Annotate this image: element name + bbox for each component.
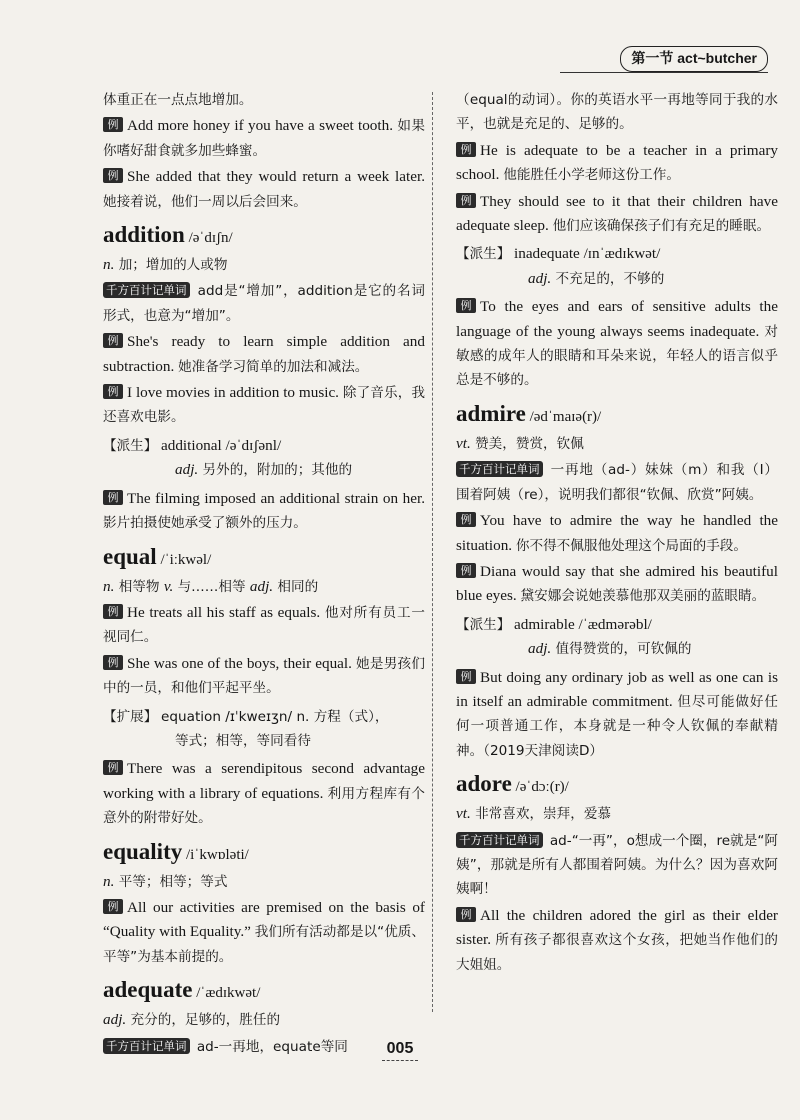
example <box>103 114 425 163</box>
part-of-speech: n. <box>103 872 115 890</box>
memory-tip <box>456 458 778 507</box>
memory-tag: 千方百计记单词 <box>103 1038 190 1054</box>
headword-adequate <box>103 975 425 1008</box>
derive-meaning: 不充足的，不够的 <box>551 270 665 287</box>
example-en: To the eyes and ears of sensitive adults the language of the young always seems inadequate. <box>456 298 778 340</box>
example-icon: 例 <box>103 168 123 183</box>
phonetic: /ˈædɪkwət/ <box>192 985 261 1002</box>
meaning: 加；增加的人或物 <box>114 257 228 274</box>
example-icon: 例 <box>103 655 123 670</box>
example <box>456 509 778 558</box>
part-of-speech: adj. <box>175 461 199 479</box>
example-icon: 例 <box>103 490 123 505</box>
headword-equal <box>103 542 425 575</box>
meaning: 与……相等 <box>173 578 250 595</box>
page-number-decoration <box>382 1060 418 1061</box>
example-icon: 例 <box>456 669 476 684</box>
example-en: Diana would say that she admired his beautiful blue eyes. <box>456 562 778 605</box>
example <box>103 381 425 430</box>
part-of-speech: n. <box>103 577 115 595</box>
example-icon: 例 <box>103 384 123 399</box>
memory-tip <box>456 829 778 902</box>
example-cn: 我们所有活动都是以“优质、平等”为基本前提的。 <box>103 924 426 965</box>
derivative <box>456 242 778 291</box>
definition <box>103 253 425 277</box>
meaning: 平等；相等；等式 <box>114 873 228 890</box>
derivative <box>456 613 778 662</box>
example <box>456 139 778 188</box>
example <box>103 757 425 830</box>
phonetic: /əˈdɔː(r)/ <box>511 779 569 796</box>
example-icon: 例 <box>456 298 476 313</box>
page-number: 005 <box>386 1040 414 1057</box>
memory-text: 一再地（ad-）妹妹（m）和我（I）围着阿姨（re），说明我们都很“钦佩、欣赏”阿姨。 <box>456 462 778 503</box>
headword: addition <box>103 222 185 248</box>
example-cn: 利用方程库有个意外的附带好处。 <box>103 785 425 827</box>
memory-tip <box>103 1035 425 1059</box>
definition <box>456 802 778 826</box>
memory-tag: 千方百计记单词 <box>456 832 543 848</box>
derive-label: 【派生】 <box>456 616 511 633</box>
derive-word: additional /əˈdɪʃənl/ <box>161 436 282 454</box>
example <box>456 904 778 977</box>
example-cn: 如果你嗜好甜食就多加些蜂蜜。 <box>103 118 426 159</box>
expand-text: equation /ɪˈkweɪʒn/ n. 方程（式）， <box>161 708 389 725</box>
part-of-speech: adj. <box>528 269 552 287</box>
example-cn: 她是男孩们中的一员，和他们平起平坐。 <box>103 655 426 697</box>
example <box>103 652 425 701</box>
definition <box>103 575 425 599</box>
example <box>456 295 778 393</box>
example <box>456 190 778 239</box>
memory-tag: 千方百计记单词 <box>456 461 543 477</box>
example-cn: 但尽可能做好任何一项普通工作，本身就是一种令人钦佩的奉献精神。（2019天津阅读D） <box>456 693 778 759</box>
example <box>103 487 425 536</box>
headword-addition <box>103 220 425 253</box>
part-of-speech: adj. <box>103 1011 127 1029</box>
example <box>103 165 425 214</box>
example-cn: 黛安娜会说她羡慕他那双美丽的蓝眼睛。 <box>520 588 766 605</box>
example-icon: 例 <box>456 512 476 527</box>
meaning: 非常喜欢，崇拜，爱慕 <box>470 806 612 823</box>
example-en: He is adequate to be a teacher in a primary school. <box>456 141 778 184</box>
example-en: All the children adored the girl as their elder sister. <box>456 906 778 949</box>
headword-admire <box>456 399 778 432</box>
headword-equality <box>103 837 425 870</box>
derive-label: 【派生】 <box>103 437 158 454</box>
example-cn: 她准备学习简单的加法和减法。 <box>178 358 369 375</box>
right-column <box>456 88 778 979</box>
part-of-speech: vt. <box>456 805 471 823</box>
example-en: But doing any ordinary job as well as one can is in itself an admirable commitment. <box>456 668 778 710</box>
example <box>103 896 425 969</box>
memory-text: add是“增加”，addition是它的名词形式，也意为“增加”。 <box>103 283 425 324</box>
example-icon: 例 <box>456 907 476 922</box>
headword: adore <box>456 771 512 797</box>
example-en: He treats all his staff as equals. <box>127 603 325 621</box>
headword: equality <box>103 838 183 864</box>
definition <box>103 1008 425 1032</box>
part-of-speech: v. <box>163 577 174 595</box>
example-icon: 例 <box>456 563 476 578</box>
meaning: 赞美，赞赏，钦佩 <box>470 435 584 452</box>
example-en: All our activities are premised on the basis of “Quality with Equality.” <box>103 898 425 941</box>
derive-word: inadequate /ɪnˈædɪkwət/ <box>514 245 661 263</box>
expand-label: 【扩展】 <box>103 708 158 725</box>
continued-text: 体重正在一点点地增加。 <box>103 92 253 108</box>
example-cn: 影片拍摄使她承受了额外的压力。 <box>103 515 307 532</box>
example-en: There was a serendipitous second advantage working with a library of equations. <box>103 760 425 802</box>
derive-meaning: 另外的，附加的；其他的 <box>198 462 353 479</box>
expansion <box>103 705 425 754</box>
example <box>456 666 778 764</box>
example-en: I love movies in addition to music. <box>127 384 343 402</box>
example-cn: 所有孩子都很喜欢这个女孩，把她当作他们的大姐姐。 <box>456 932 778 973</box>
part-of-speech: adj. <box>528 640 552 658</box>
example-en: Add more honey if you have a sweet tooth. <box>127 117 398 135</box>
example-icon: 例 <box>103 604 123 619</box>
phonetic: /ˈiːkwəl/ <box>156 551 212 568</box>
example-cn: 他能胜任小学老师这份工作。 <box>503 167 680 184</box>
headword: equal <box>103 543 157 569</box>
example-en: The filming imposed an additional strain on her. <box>127 489 425 507</box>
example-icon: 例 <box>103 899 123 914</box>
headword-adore <box>456 769 778 802</box>
left-column <box>103 88 425 1061</box>
derive-label: 【派生】 <box>456 246 511 263</box>
example-en: She's ready to learn simple addition and subtraction. <box>103 333 425 375</box>
phonetic: /ədˈmaɪə(r)/ <box>525 408 602 425</box>
derive-meaning: 值得赞赏的，可钦佩的 <box>551 641 692 658</box>
expand-text: 等式；相等，等同看待 <box>175 732 311 749</box>
header-rule <box>560 72 768 73</box>
definition <box>103 870 425 894</box>
phonetic: /iˈkwɒləti/ <box>182 846 249 863</box>
example-icon: 例 <box>103 333 123 348</box>
meaning: 充分的，足够的，胜任的 <box>126 1012 281 1029</box>
example-icon: 例 <box>103 117 123 132</box>
example-cn: 她接着说，他们一周以后会回来。 <box>103 193 307 210</box>
column-divider <box>432 92 433 1012</box>
derive-word: admirable /ˈædmərəbl/ <box>514 615 652 633</box>
example <box>103 601 425 650</box>
example-cn: 对敏感的成年人的眼睛和耳朵来说，年轻人的语言似乎总是不够的。 <box>456 323 778 389</box>
example-en: You have to admire the way he handled the situation. <box>456 512 778 554</box>
example-icon: 例 <box>103 760 123 775</box>
example-cn: 他们应该确保孩子们有充足的睡眠。 <box>552 218 771 235</box>
meaning: 相等物 <box>114 578 164 595</box>
phonetic: /əˈdɪʃn/ <box>184 230 233 247</box>
headword: admire <box>456 400 526 426</box>
part-of-speech: vt. <box>456 434 471 452</box>
memory-text: ad-“一再”，o想成一个圈，re就是“阿姨”，那就是所有人都围着阿姨。为什么？因为喜欢阿姨啊！ <box>456 832 778 898</box>
derivative <box>103 434 425 483</box>
example-en: They should see to it that their children have adequate sleep. <box>456 192 778 235</box>
example-en: She added that they would return a week later. <box>127 168 425 186</box>
part-of-speech: n. <box>103 256 115 274</box>
example <box>456 560 778 609</box>
example-cn: 你不得不佩服他处理这个局面的手段。 <box>515 537 747 554</box>
meaning: 相同的 <box>273 578 319 595</box>
continued-text: （equal的动词）。你的英语水平一再地等同于我的水平，也就是充足的、足够的。 <box>456 92 778 133</box>
definition <box>456 432 778 456</box>
example-en: She was one of the boys, their equal. <box>127 654 356 672</box>
example-cn: 他对所有员工一视同仁。 <box>103 604 425 646</box>
example-icon: 例 <box>456 142 476 157</box>
example-icon: 例 <box>456 193 476 208</box>
section-header: 第一节 act~butcher <box>620 46 768 72</box>
part-of-speech: adj. <box>249 577 274 595</box>
memory-tip <box>103 279 425 328</box>
headword: adequate <box>103 977 193 1003</box>
example <box>103 330 425 379</box>
example-cn: 除了音乐，我还喜欢电影。 <box>103 385 425 426</box>
memory-text: ad-一再地，equate等同 <box>192 1038 348 1055</box>
memory-tag: 千方百计记单词 <box>103 282 190 298</box>
